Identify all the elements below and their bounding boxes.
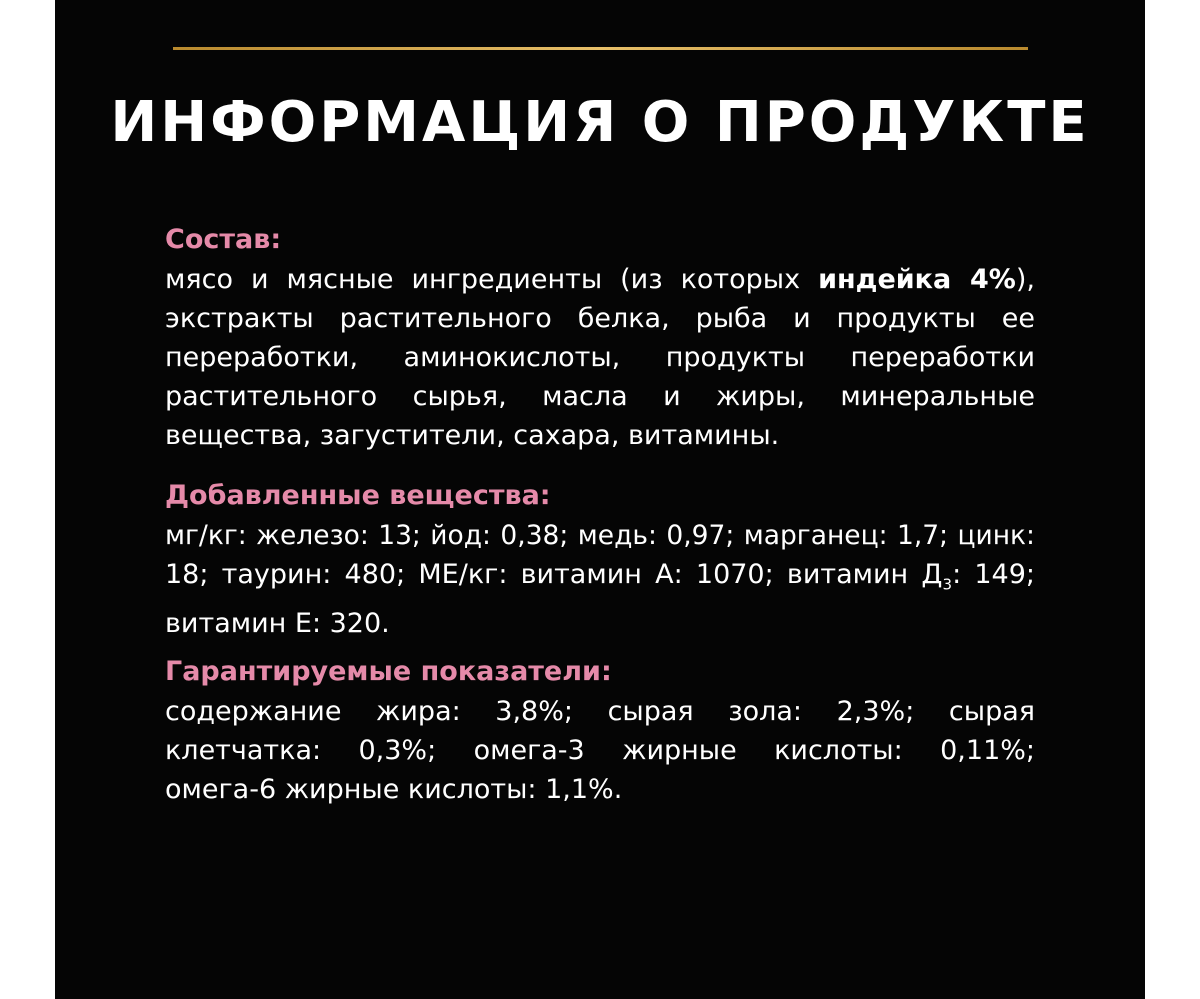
vitamin-d-subscript: 3 [942,575,953,594]
composition-line: экстракты растительного белка, рыба и продукты ее [165,303,1035,334]
composition-line-text: ), [1015,264,1035,295]
guaranteed-section [165,652,1035,809]
guaranteed-line: клетчатка: 0,3%; омега-3 жирные кислоты: 0,11%; [165,735,1035,766]
additives-line [165,555,1035,604]
guaranteed-heading: Гарантируемые показатели: [165,656,612,687]
guaranteed-line: омега-6 жирные кислоты: 1,1%. [165,774,623,805]
additives-line: витамин Е: 320. [165,608,390,640]
gold-divider [173,47,1028,50]
composition-line-text: мясо и мясные ингредиенты (из которых [165,264,819,295]
composition-line: растительного сырья, масла и жиры, минеральные [165,381,1035,412]
additives-line-text: 18; таурин: 480; МЕ/кг: витамин А: 1070; витамин Д [165,559,943,590]
additives-section [165,476,1035,643]
page-title: ИНФОРМАЦИЯ О ПРОДУКТЕ [110,90,1090,155]
guaranteed-line: содержание жира: 3,8%; сырая зола: 2,3%; сырая [165,696,1035,727]
additives-heading: Добавленные вещества: [165,480,551,511]
composition-section [165,220,1035,455]
turkey-highlight: индейка 4% [818,264,1016,295]
composition-line: переработки, аминокислоты, продукты переработки [165,342,1035,373]
composition-line [165,260,1035,299]
composition-line: вещества, загустители, сахара, витамины. [165,420,780,451]
additives-line-text: : 149; [952,559,1035,590]
additives-line: мг/кг: железо: 13; йод: 0,38; медь: 0,97; марганец: 1,7; цинк: [165,520,1035,551]
composition-heading: Состав: [165,224,282,255]
product-info-panel [55,0,1145,999]
